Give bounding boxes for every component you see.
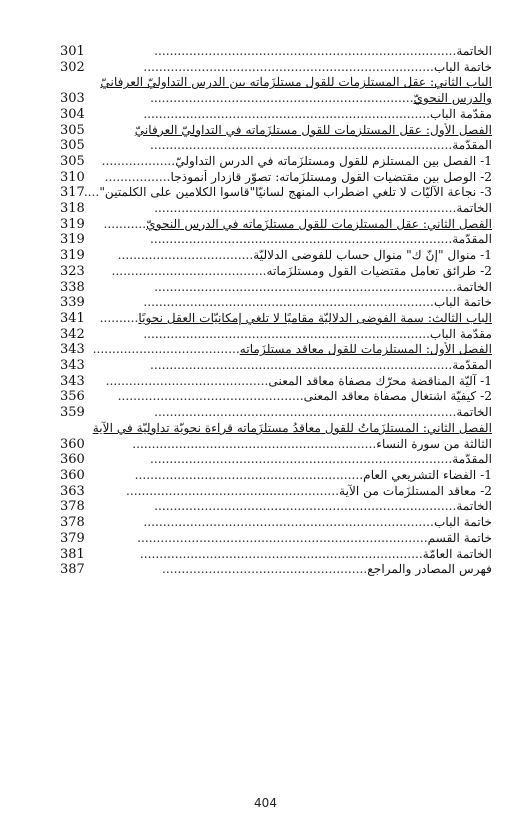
toc-leader-dots: ................................................ bbox=[117, 389, 304, 404]
toc-entry bbox=[60, 452, 492, 468]
toc-leader-dots: ........................................................................... bbox=[143, 59, 434, 74]
toc-entry bbox=[60, 280, 492, 296]
toc-page-number: 381 bbox=[60, 546, 85, 562]
toc-entry bbox=[60, 217, 492, 233]
toc-page-number: 363 bbox=[60, 483, 85, 499]
toc-entry bbox=[60, 248, 492, 264]
toc-entry bbox=[60, 327, 492, 343]
toc-entry-title: الخاتمة bbox=[456, 405, 492, 420]
toc-entry bbox=[60, 123, 492, 139]
page-number: 404 bbox=[254, 796, 277, 810]
toc-entry-title: 2- الوصل بين مقتضيات القول ومستلزَماته: تصوّر قازدار أنموذجا bbox=[170, 169, 492, 184]
toc-entry-title: الفصل الأول: عقل المستلزمات للقول مستلزَماته في التداوليّ العرفانيّ bbox=[134, 122, 492, 137]
toc-leader-dots: ................... bbox=[101, 153, 176, 168]
toc-entry-title: مقدّمة الباب bbox=[430, 326, 492, 341]
toc-entry bbox=[60, 405, 492, 421]
toc-page-number: 378 bbox=[60, 499, 85, 515]
toc-entry-title: المقدّمة bbox=[452, 452, 492, 467]
toc-page-number: 305 bbox=[60, 138, 85, 154]
toc-entry-title: المقدّمة bbox=[452, 358, 492, 373]
toc-entry bbox=[60, 421, 492, 437]
toc-entry bbox=[60, 91, 492, 107]
toc-entry bbox=[60, 44, 492, 60]
toc-entry-title: الفصل الثاني: المستلزَماتُ للقول معاقدُ مستلزَماته قراءة نحويّة تداوليّة في الآية bbox=[92, 420, 492, 435]
toc-entry bbox=[60, 60, 492, 76]
toc-page-number: 305 bbox=[60, 122, 85, 138]
toc-page-number: 339 bbox=[60, 295, 85, 311]
toc-page-number: 323 bbox=[60, 263, 85, 279]
toc-entry bbox=[60, 138, 492, 154]
toc-page-number: 301 bbox=[60, 44, 85, 59]
toc-entry bbox=[60, 232, 492, 248]
toc-page-number: 360 bbox=[60, 452, 85, 468]
toc-entry bbox=[60, 154, 492, 170]
toc-entry-title: الخاتمة bbox=[456, 499, 492, 514]
toc-entry-title: الباب الثالث: سمة الفوضى الدلاليّة مقاميًا لا تلغي إمكانيّات العقل نحويًا bbox=[138, 310, 492, 325]
toc-leader-dots: ........................................................................... bbox=[143, 515, 434, 530]
toc-entry bbox=[60, 358, 492, 374]
toc-entry-title: مقدّمة الباب bbox=[430, 106, 492, 121]
toc-entry-title: خاتمة الباب bbox=[433, 295, 492, 310]
toc-entry bbox=[60, 107, 492, 123]
toc-leader-dots: .............................................................................. bbox=[154, 279, 457, 294]
toc-entry bbox=[60, 185, 492, 201]
toc-entry-title: 2- طرائق تعامل مقتضيات القول ومستلزَماته bbox=[266, 263, 492, 278]
toc-entry-title: 1- الفصل بين المستلزم للقول ومستلزَماته في الدرس التداوليّ bbox=[175, 153, 492, 168]
toc-entry bbox=[60, 75, 492, 91]
toc-page-number: 302 bbox=[60, 59, 85, 75]
toc-page-number: 341 bbox=[60, 310, 85, 326]
toc-page-number: 310 bbox=[60, 169, 85, 185]
toc-entry bbox=[60, 499, 492, 515]
toc-entry-title: 1- آليّة المناقضة محرّك مصفاة معاقد المعنى bbox=[268, 373, 492, 388]
toc-entry-title: 2- معاقد المستلزَمات من الآية bbox=[339, 483, 492, 498]
toc-entry-title: الخاتمة bbox=[456, 201, 492, 216]
toc-leader-dots: ................. bbox=[104, 169, 171, 184]
toc-entry-title: 1- الفضاء التشريعي العام bbox=[363, 467, 492, 482]
toc-entry-title: المقدّمة bbox=[452, 138, 492, 153]
toc-page-number: 343 bbox=[60, 373, 85, 389]
toc-entry bbox=[60, 484, 492, 500]
toc-leader-dots: ....................................................... bbox=[125, 483, 340, 498]
toc-entry bbox=[60, 170, 492, 186]
toc-page-number: 343 bbox=[60, 342, 85, 358]
toc-entry-title: الخاتمة bbox=[456, 279, 492, 294]
table-of-contents bbox=[60, 44, 492, 578]
toc-leader-dots: ........... bbox=[103, 216, 147, 231]
toc-entry bbox=[60, 201, 492, 217]
toc-entry bbox=[60, 437, 492, 453]
toc-leader-dots: .............................................................................. bbox=[150, 452, 453, 467]
toc-leader-dots: ..................................................... bbox=[161, 562, 368, 577]
toc-page-number: 356 bbox=[60, 389, 85, 405]
toc-page-number: 338 bbox=[60, 279, 85, 295]
toc-page-number: 319 bbox=[60, 216, 85, 232]
toc-entry-title: الفصل الثاني: عقل المستلزمات للقول مستلزَماته في الدرس النحويّ bbox=[146, 216, 492, 231]
toc-entry bbox=[60, 389, 492, 405]
toc-entry-title: خاتمة الباب bbox=[433, 515, 492, 530]
toc-page-number: 303 bbox=[60, 91, 85, 107]
toc-leader-dots: .................................................................... bbox=[150, 91, 414, 106]
toc-page-number: 360 bbox=[60, 467, 85, 483]
toc-entry bbox=[60, 342, 492, 358]
toc-entry-title: الفصل الأول: المستلزمات للقول معاقد مستلزَماته bbox=[239, 342, 492, 357]
toc-leader-dots: .......................................................................... bbox=[143, 106, 430, 121]
toc-page-number: 317 bbox=[60, 185, 85, 201]
toc-entry-title: 3- نجاعة الآليّات لا تلغي اضطراب المنهج لسانيّا"قاسوا الكلامين على الكلمتين" bbox=[99, 185, 492, 200]
toc-entry-title: 2- كيفيّة اشتغال مصفاة معاقد المعنى bbox=[303, 389, 492, 404]
toc-page-number: 360 bbox=[60, 436, 85, 452]
toc-leader-dots: .............................................................................. bbox=[154, 499, 457, 514]
toc-leader-dots: .......................................... bbox=[105, 373, 269, 388]
toc-leader-dots: .............................................................................. bbox=[154, 405, 457, 420]
toc-entry-title: الخاتمة bbox=[456, 44, 492, 58]
toc-page-number: 319 bbox=[60, 232, 85, 248]
toc-page-number: 318 bbox=[60, 201, 85, 217]
toc-leader-dots: ............................................................... bbox=[132, 436, 377, 451]
toc-page-number: 343 bbox=[60, 358, 85, 374]
toc-leader-dots: ........................................................... bbox=[134, 467, 364, 482]
toc-page-number: 342 bbox=[60, 326, 85, 342]
toc-entry-title: والدرس النحويّ bbox=[413, 91, 492, 106]
toc-leader-dots: ................................... bbox=[117, 248, 254, 263]
toc-leader-dots: ......................................................................... bbox=[139, 546, 423, 561]
toc-entry bbox=[60, 295, 492, 311]
toc-entry bbox=[60, 468, 492, 484]
toc-entry bbox=[60, 515, 492, 531]
toc-leader-dots: .............................................................................. bbox=[150, 358, 453, 373]
toc-leader-dots: ...................................... bbox=[92, 342, 240, 357]
toc-leader-dots: .............................................................................. bbox=[150, 138, 453, 153]
toc-entry-title: الباب الثاني: عقل المستلزمات للقول مستلزَماته بين الدرس التداوليّ العرفانيّ bbox=[100, 75, 492, 90]
toc-entry-title: المقدّمة bbox=[452, 232, 492, 247]
toc-page-number: 379 bbox=[60, 530, 85, 546]
toc-leader-dots: .......... bbox=[99, 310, 139, 325]
toc-entry-title: خاتمة الباب bbox=[433, 59, 492, 74]
toc-entry bbox=[60, 374, 492, 390]
toc-entry-title: الثالثة من سورة النساء bbox=[376, 436, 492, 451]
toc-page-number: 319 bbox=[60, 248, 85, 264]
toc-leader-dots: .... bbox=[83, 185, 100, 200]
toc-entry-title: خاتمة القسم bbox=[427, 530, 492, 545]
toc-leader-dots: ........................................................................... bbox=[143, 295, 434, 310]
toc-entry bbox=[60, 531, 492, 547]
toc-entry-title: الخاتمة العامّة bbox=[422, 546, 492, 561]
toc-page-number: 304 bbox=[60, 106, 85, 122]
toc-entry bbox=[60, 264, 492, 280]
toc-entry-title: فهرس المصادر والمراجع bbox=[367, 562, 492, 577]
toc-leader-dots: .............................................................................. bbox=[154, 201, 457, 216]
toc-entry-title: 1- منوال "إنّ ك" منوال حساب للفوضى الدلاليّة bbox=[253, 248, 492, 263]
toc-leader-dots: ........................................................................... bbox=[137, 530, 428, 545]
toc-entry bbox=[60, 311, 492, 327]
toc-entry bbox=[60, 547, 492, 563]
toc-page-number: 387 bbox=[60, 562, 85, 578]
toc-leader-dots: .............................................................................. bbox=[150, 232, 453, 247]
toc-leader-dots: .............................................................................. bbox=[154, 44, 457, 58]
toc-leader-dots: .......................................................................... bbox=[143, 326, 430, 341]
toc-page-number: 305 bbox=[60, 153, 85, 169]
toc-leader-dots: ........................................ bbox=[111, 263, 267, 278]
toc-page-number: 359 bbox=[60, 405, 85, 421]
toc-entry bbox=[60, 562, 492, 578]
toc-page-number: 378 bbox=[60, 515, 85, 531]
